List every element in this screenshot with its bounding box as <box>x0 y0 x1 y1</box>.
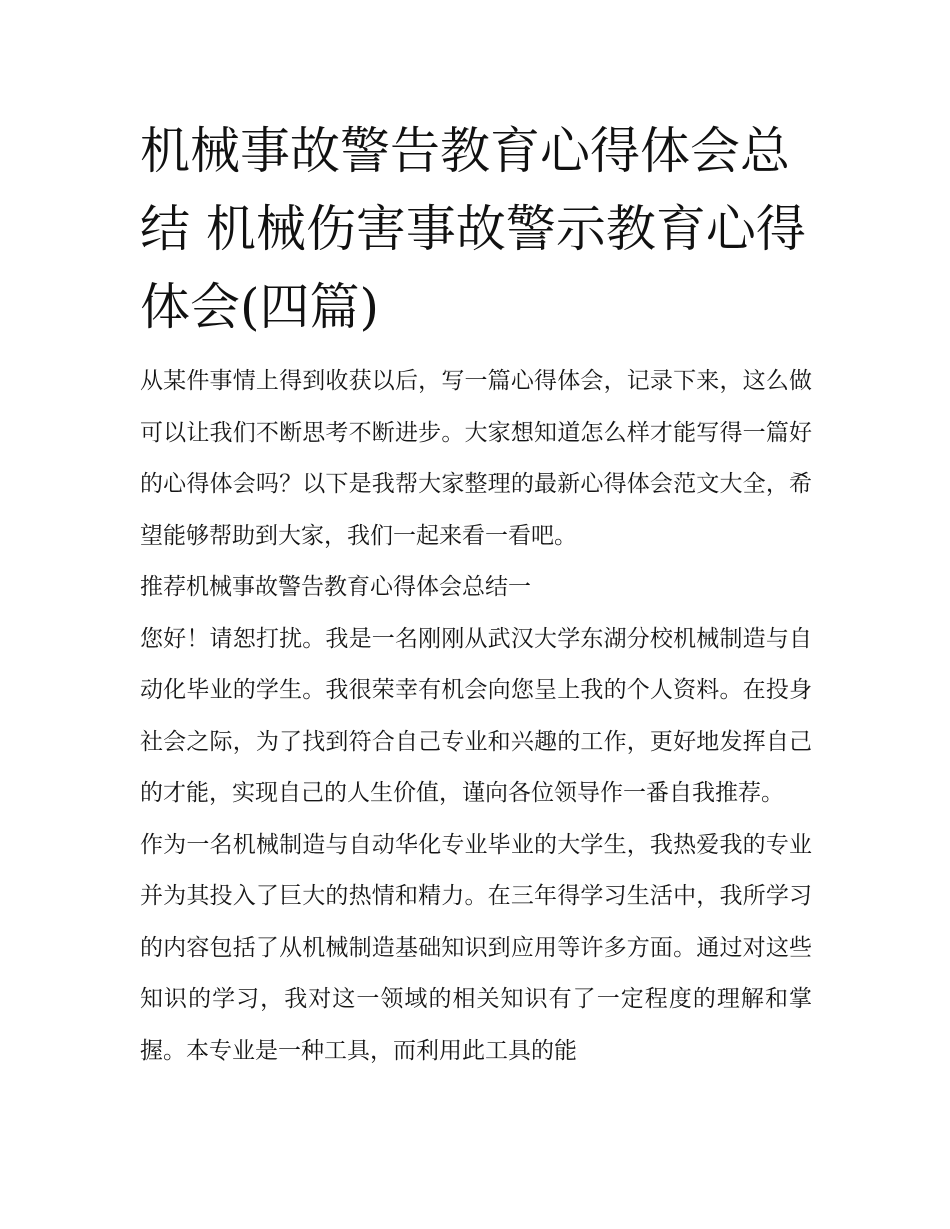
body-paragraph: 您好！请恕打扰。我是一名刚刚从武汉大学东湖分校机械制造与自动化毕业的学生。我很荣幸有机会向您呈上我的个人资料。在投身社会之际，为了找到符合自己专业和兴趣的工作，更好地发挥自己的才能，实现自己的人生价值，谨向各位领导作一番自我推荐。 <box>140 625 812 806</box>
document-body <box>140 356 812 1077</box>
document-title: 机械事故警告教育心得体会总结 机械伤害事故警示教育心得体会(四篇) <box>140 122 806 336</box>
document-page <box>140 112 812 1077</box>
intro-paragraph: 从某件事情上得到收获以后，写一篇心得体会，记录下来，这么做可以让我们不断思考不断进步。大家想知道怎么样才能写得一篇好的心得体会吗？以下是我帮大家整理的最新心得体会范文大全，希望能够帮助到大家，我们一起来看一看吧。 <box>140 368 812 549</box>
section-heading: 推荐机械事故警告教育心得体会总结一 <box>140 574 531 600</box>
body-paragraph: 作为一名机械制造与自动华化专业毕业的大学生，我热爱我的专业并为其投入了巨大的热情和精力。在三年得学习生活中，我所学习的内容包括了从机械制造基础知识到应用等许多方面。通过对这些知识的学习，我对这一领域的相关知识有了一定程度的理解和掌握。本专业是一种工具，而利用此工具的能 <box>140 831 812 1064</box>
